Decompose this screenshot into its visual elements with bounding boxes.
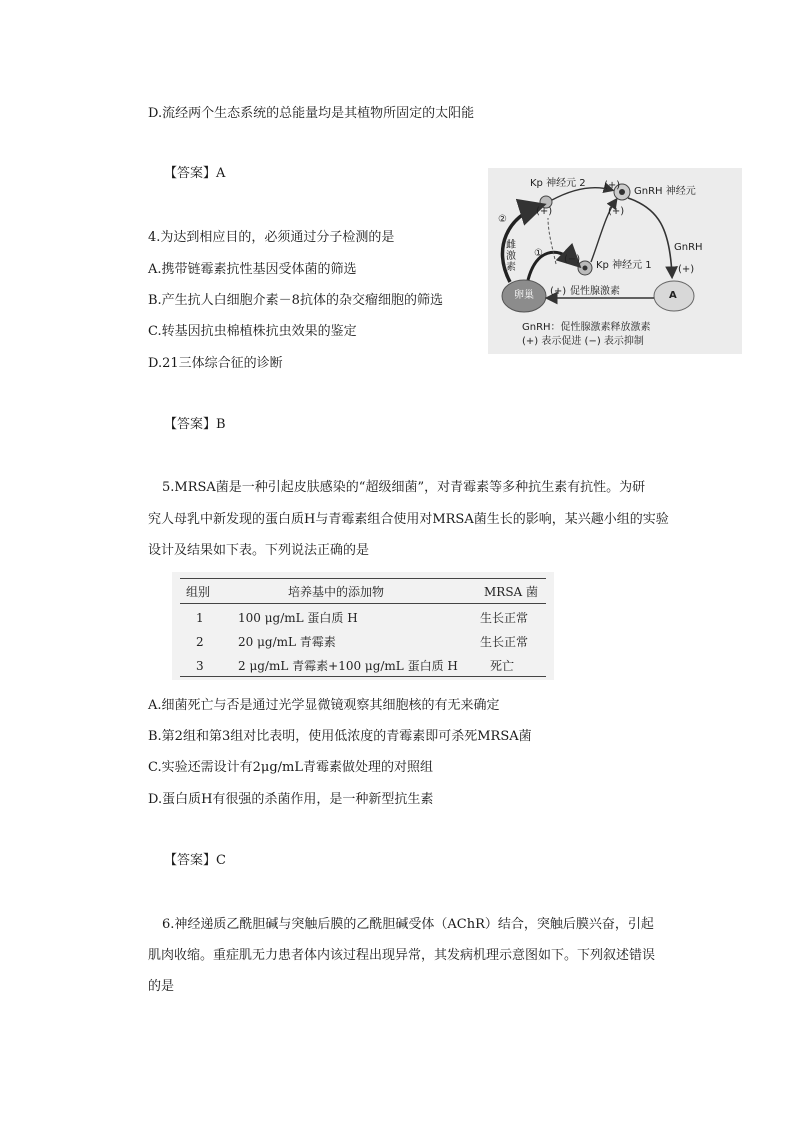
answer-value: A [216, 166, 226, 181]
organ-a-label: A [669, 290, 677, 301]
gnrh-label: GnRH [674, 242, 703, 253]
q4-option-b: B.产生抗人白细胞介素－8抗体的杂交瘤细胞的筛选 [148, 293, 443, 308]
q4-stem: 4.为达到相应目的，必须通过分子检测的是 [148, 230, 395, 245]
answer-label: 【答案】 [164, 417, 217, 432]
answer-3 [164, 166, 225, 182]
results-table [172, 572, 554, 680]
circle-1-label: ① [534, 248, 543, 259]
plus-sign-a: (+) [678, 264, 695, 275]
q5-stem-line-3: 设计及结果如下表。下列说法正确的是 [148, 543, 370, 558]
circle-2-label: ② [498, 214, 507, 225]
plus-sign-gnrh: (+) [608, 206, 625, 217]
q3-option-d: D.流经两个生态系统的总能量均是其植物所固定的太阳能 [148, 106, 475, 121]
q6-stem-line-1: 6.神经递质乙酰胆碱与突触后膜的乙酰胆碱受体（AChR）结合，突触后膜兴奋，引起 [162, 917, 654, 932]
q4-option-d: D.21三体综合征的诊断 [148, 356, 283, 371]
legend-line-2: (+) 表示促进 (−) 表示抑制 [522, 336, 644, 347]
gnrh-neuron-label: GnRH 神经元 [634, 186, 696, 197]
table-row-1-additive: 100 μg/mL 蛋白质 H [238, 611, 358, 625]
q5-option-a: A.细菌死亡与否是通过光学显微镜观察其细胞核的有无来确定 [148, 698, 500, 713]
table-row-1-result: 生长正常 [480, 611, 529, 625]
answer-5 [164, 853, 226, 869]
table-row-2-group: 2 [196, 635, 204, 649]
q5-stem-line-2: 究人母乳中新发现的蛋白质H与青霉素组合使用对MRSA菌生长的影响，某兴趣小组的实验 [148, 512, 669, 527]
kp1-label: Kp 神经元 1 [596, 260, 652, 271]
q4-option-c: C.转基因抗虫棉植株抗虫效果的鉴定 [148, 324, 357, 339]
answer-label: 【答案】 [164, 853, 217, 868]
answer-value: B [216, 417, 226, 432]
table-bottom-rule [180, 676, 546, 677]
hormone-diagram [488, 168, 742, 354]
table-row-3-additive: 2 μg/mL 青霉素+100 μg/mL 蛋白质 H [238, 659, 458, 673]
estrogen-label: 雌 激 素 [506, 240, 516, 273]
table-header-additive: 培养基中的添加物 [288, 585, 385, 599]
ovary-label: 卵巢 [514, 290, 534, 301]
fsh-label: 促性腺激素 [570, 286, 620, 297]
plus-sign-kp2: (+) [536, 206, 553, 217]
table-row-2-result: 生长正常 [480, 635, 529, 649]
q5-option-d: D.蛋白质H有很强的杀菌作用，是一种新型抗生素 [148, 792, 434, 807]
q5-option-b: B.第2组和第3组对比表明，使用低浓度的青霉素即可杀死MRSA菌 [148, 729, 532, 744]
plus-sign-ovary: (+) [550, 286, 567, 297]
table-row-3-group: 3 [196, 659, 204, 673]
kp2-label: Kp 神经元 2 [530, 178, 586, 189]
legend-line-1: GnRH：促性腺激素释放激素 [522, 322, 651, 333]
table-row-3-result: 死亡 [490, 659, 515, 673]
plus-sign-top: (+) [604, 180, 621, 191]
table-header-group: 组别 [186, 585, 211, 599]
answer-4 [164, 417, 226, 433]
q4-option-a: A.携带链霉素抗性基因受体菌的筛选 [148, 262, 357, 277]
table-header-mrsa: MRSA 菌 [484, 585, 539, 599]
q5-stem-line-1: 5.MRSA菌是一种引起皮肤感染的“超级细菌”，对青霉素等多种抗生素有抗性。为研 [162, 480, 646, 495]
table-top-rule [180, 578, 546, 579]
q6-stem-line-3: 的是 [148, 979, 175, 994]
q6-stem-line-2: 肌肉收缩。重症肌无力患者体内该过程出现异常，其发病机理示意图如下。下列叙述错误 [148, 948, 656, 963]
table-row-2-additive: 20 μg/mL 青霉素 [238, 635, 336, 649]
q5-option-c: C.实验还需设计有2μg/mL青霉素做处理的对照组 [148, 760, 433, 775]
answer-label: 【答案】 [164, 166, 217, 181]
answer-value: C [216, 853, 226, 868]
table-header-rule [180, 603, 546, 604]
minus-sign: (−) [564, 254, 581, 265]
table-row-1-group: 1 [196, 611, 204, 625]
